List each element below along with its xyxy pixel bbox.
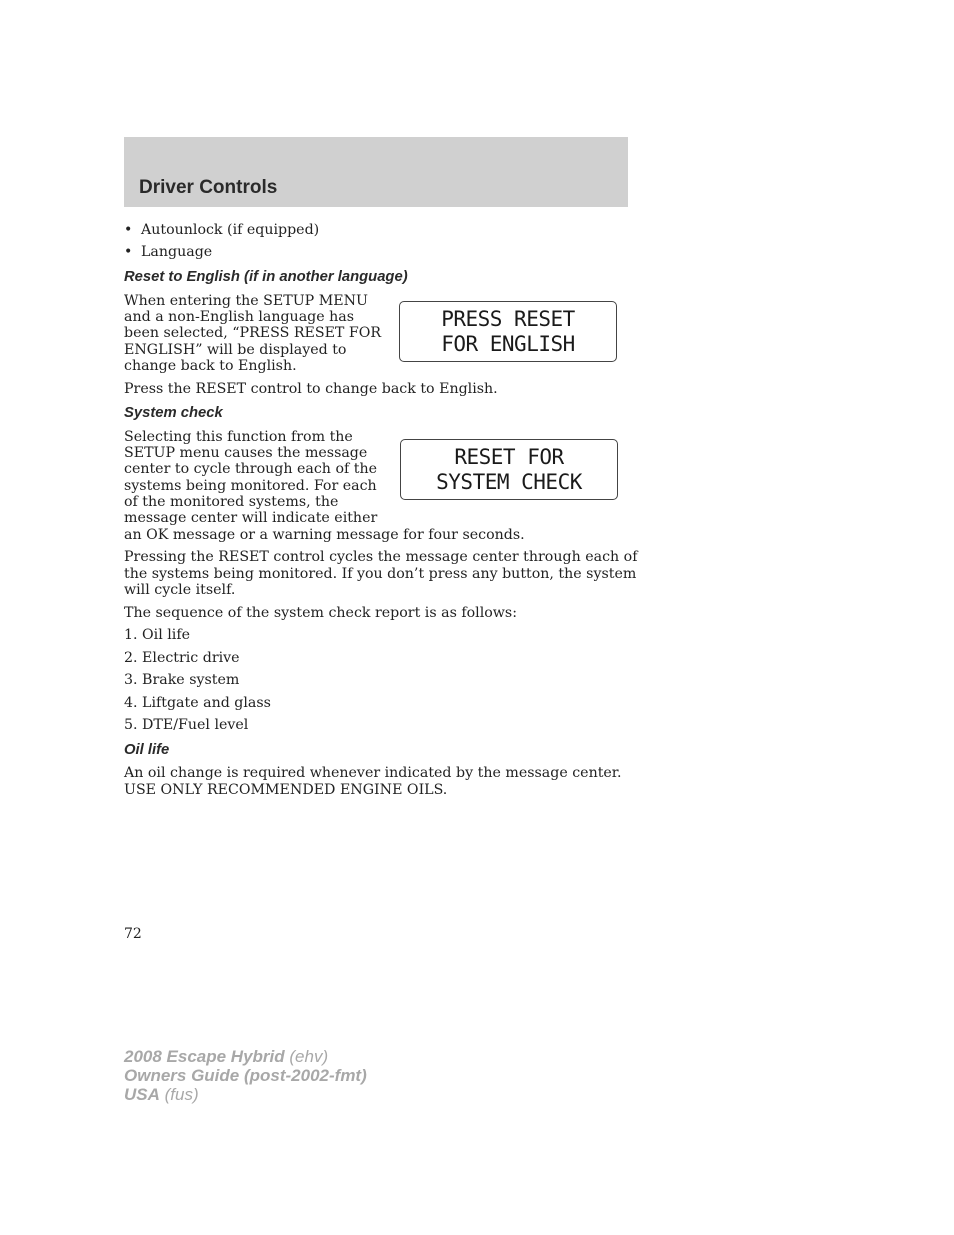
footer-line bbox=[124, 1085, 367, 1104]
pressing-reset-line: the systems being monitored. If you don’t press any button, the system bbox=[124, 566, 637, 582]
page-number: 72 bbox=[124, 926, 142, 942]
footer-line bbox=[124, 1066, 367, 1085]
oil-life-body-line: USE ONLY RECOMMENDED ENGINE OILS. bbox=[124, 782, 448, 798]
sequence-item: 4. Liftgate and glass bbox=[124, 695, 271, 711]
section-title: Driver Controls bbox=[139, 177, 278, 198]
display-line: SYSTEM CHECK bbox=[436, 469, 582, 494]
message-center-display-press-reset bbox=[399, 301, 617, 362]
reset-english-instruction: Press the RESET control to change back to English. bbox=[124, 381, 498, 397]
display-line: FOR ENGLISH bbox=[441, 331, 575, 356]
sequence-item: 5. DTE/Fuel level bbox=[124, 717, 249, 733]
system-check-body-line: message center will indicate either bbox=[124, 510, 378, 526]
reset-english-body-line: change back to English. bbox=[124, 358, 297, 374]
system-check-body-line: SETUP menu causes the message bbox=[124, 445, 368, 461]
sequence-item: 1. Oil life bbox=[124, 627, 190, 643]
system-check-body-line: center to cycle through each of the bbox=[124, 461, 377, 477]
reset-english-heading: Reset to English (if in another language) bbox=[124, 269, 408, 285]
reset-english-body-line: When entering the SETUP MENU bbox=[124, 293, 368, 309]
footer-guide: Owners Guide (post-2002-fmt) bbox=[124, 1066, 367, 1085]
display-line: PRESS RESET bbox=[441, 306, 575, 331]
system-check-body-line: Selecting this function from the bbox=[124, 429, 353, 445]
system-check-body-line: an OK message or a warning message for four seconds. bbox=[124, 527, 525, 543]
system-check-heading: System check bbox=[124, 405, 223, 421]
footer-region-code: (fus) bbox=[159, 1085, 199, 1104]
oil-life-body-line: An oil change is required whenever indicated by the message center. bbox=[124, 765, 622, 781]
footer-model: 2008 Escape Hybrid bbox=[124, 1047, 285, 1066]
bullet-icon: • bbox=[124, 244, 133, 260]
sequence-intro: The sequence of the system check report is as follows: bbox=[124, 605, 517, 621]
oil-life-heading: Oil life bbox=[124, 742, 170, 758]
bullet-item bbox=[124, 222, 319, 238]
system-check-body-line: of the monitored systems, the bbox=[124, 494, 339, 510]
reset-english-body-line: been selected, “PRESS RESET FOR bbox=[124, 325, 382, 341]
reset-english-body-line: ENGLISH” will be displayed to bbox=[124, 342, 347, 358]
pressing-reset-line: Pressing the RESET control cycles the message center through each of bbox=[124, 549, 638, 565]
bullet-text: Language bbox=[141, 244, 213, 260]
footer-line bbox=[124, 1047, 367, 1066]
bullet-icon: • bbox=[124, 222, 133, 238]
display-line: RESET FOR bbox=[454, 444, 564, 469]
bullet-item bbox=[124, 244, 212, 260]
bullet-text: Autounlock (if equipped) bbox=[141, 222, 320, 238]
footer-model-code: (ehv) bbox=[284, 1047, 329, 1066]
sequence-item: 2. Electric drive bbox=[124, 650, 240, 666]
message-center-display-system-check bbox=[400, 439, 618, 500]
sequence-item: 3. Brake system bbox=[124, 672, 240, 688]
system-check-body-line: systems being monitored. For each bbox=[124, 478, 377, 494]
footer-region: USA bbox=[124, 1085, 160, 1104]
reset-english-body-line: and a non-English language has bbox=[124, 309, 355, 325]
document-footer bbox=[124, 1047, 367, 1104]
pressing-reset-line: will cycle itself. bbox=[124, 582, 236, 598]
